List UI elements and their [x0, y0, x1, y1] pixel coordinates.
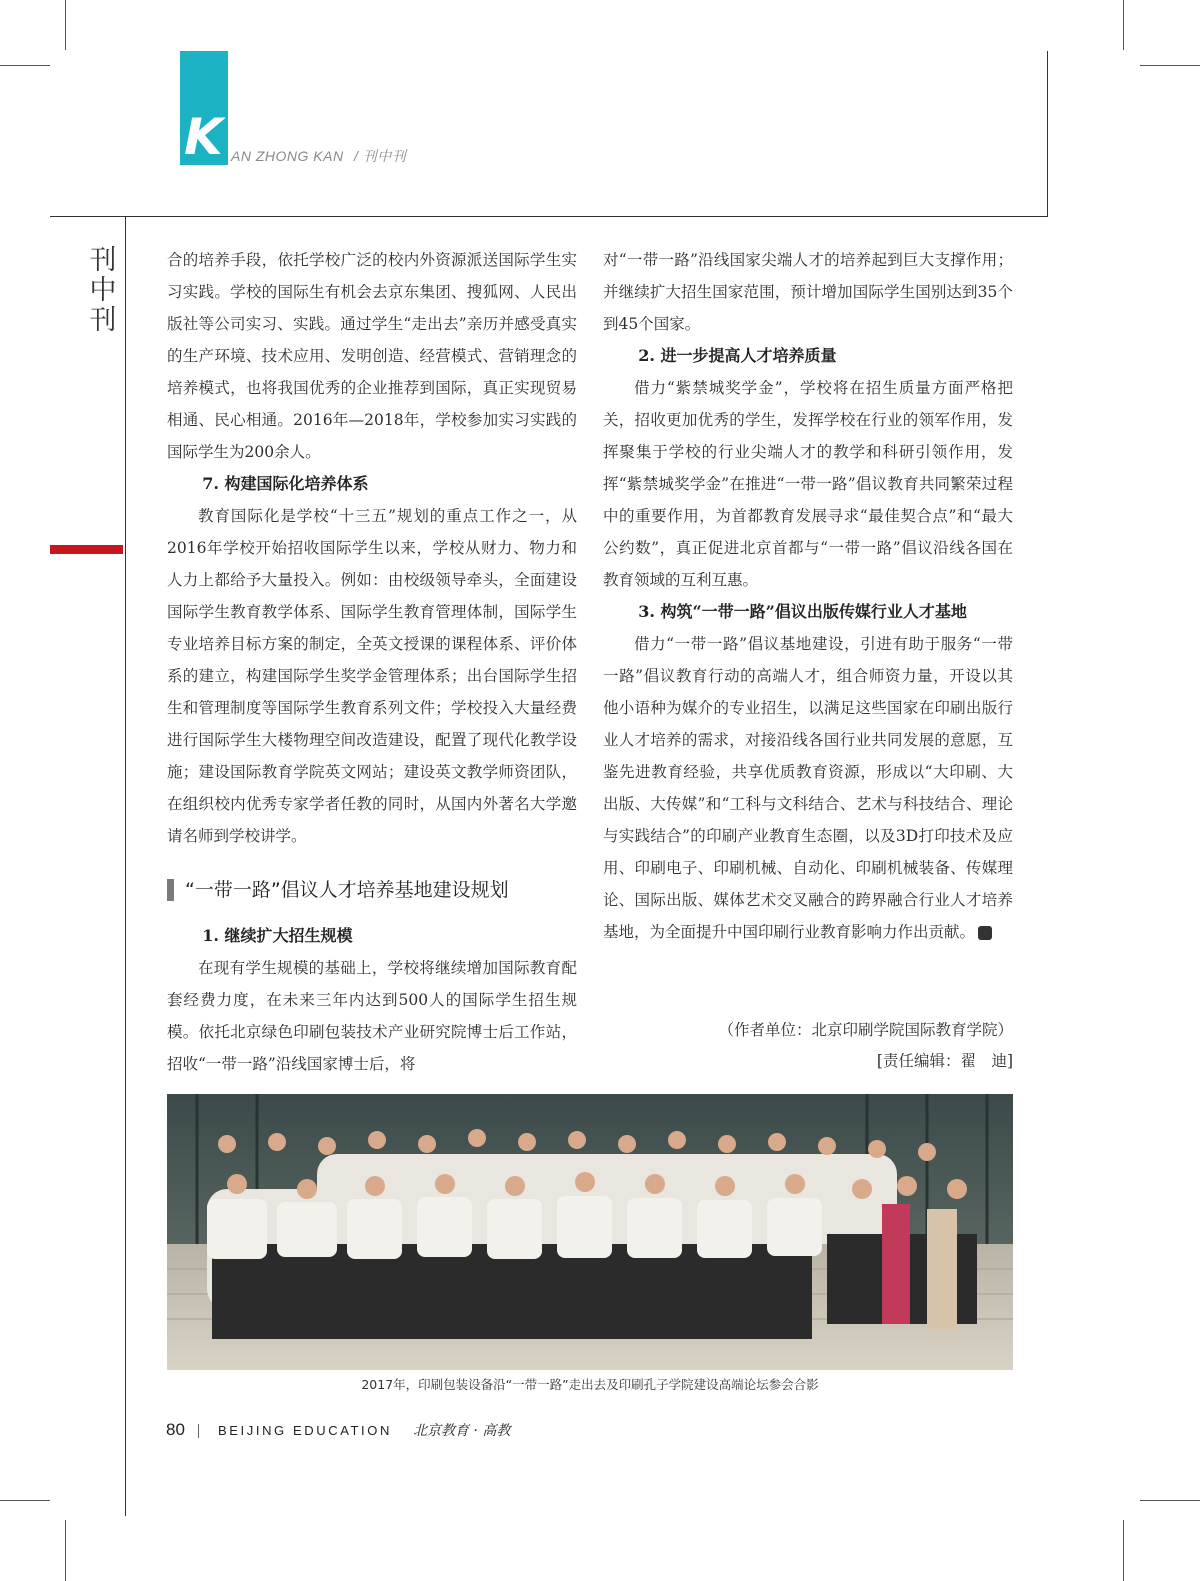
header-rule — [50, 216, 1048, 217]
header-divider — [1047, 51, 1048, 217]
crop-mark — [1123, 1520, 1124, 1581]
subheading: 1. 继续扩大招生规模 — [202, 926, 353, 945]
side-title-char: 中 — [89, 275, 117, 306]
paragraph: 对“一带一路”沿线国家尖端人才的培养起到巨大支撑作用；并继续扩大招生国家范围，预计增加国际学生国别达到35个到45个国家。 — [603, 251, 1013, 333]
section-heading-text: “一带一路”倡议人才培养基地建设规划 — [185, 879, 509, 901]
column-label — [231, 146, 406, 166]
column-label-cn: / 刊中刊 — [353, 148, 407, 164]
red-accent-bar — [50, 545, 123, 554]
subheading: 7. 构建国际化培养体系 — [202, 474, 369, 493]
column-label-en: AN ZHONG KAN — [231, 148, 344, 164]
crop-mark — [1140, 65, 1200, 66]
text-column-right — [603, 244, 1013, 948]
section-heading — [167, 870, 577, 910]
crop-mark — [65, 0, 66, 50]
side-title — [86, 246, 120, 336]
margin-rule — [125, 216, 126, 1516]
page-number: 80 — [166, 1420, 185, 1439]
paragraph: 在现有学生规模的基础上，学校将继续增加国际教育配套经费力度，在未来三年内达到500人的国际学生招生规模。依托北京绿色印刷包装技术产业研究院博士后工作站，招收“一带一路”沿线国家博士后，将 — [167, 959, 577, 1073]
crop-mark — [0, 1500, 50, 1501]
paragraph — [603, 628, 1013, 948]
text-column-left — [167, 244, 577, 1080]
paragraph: 借力“紫禁城奖学金”，学校将在招生质量方面严格把关，招收更加优秀的学生，发挥学校在行业的领军作用，发挥聚集于学校的行业尖端人才的教学和科研引领作用，发挥“紫禁城奖学金”在推进“一带一路”倡议教育共同繁荣过程中的重要作用，为首都教育发展寻求“最佳契合点”和“最大公约数”，真正促进北京首都与“一带一路”倡议沿线各国在教育领域的互利互惠。 — [603, 379, 1013, 589]
paragraph-text: 借力“一带一路”倡议基地建设，引进有助于服务“一带一路”倡议教育行动的高端人才，组合师资力量，开设以其他小语种为媒介的专业招生，以满足这些国家在印刷出版行业人才培养的需求，对接沿线各国行业共同发展的意愿，互鉴先进教育经验，共享优质教育资源，形成以“大印刷、大出版、大传媒”和“工科与文科结合、艺术与科技结合、理论与实践结合”的印刷产业教育生态圈，以及3D打印技术及应用、印刷电子、印刷机械、自动化、印刷机械装备、传媒理论、国际出版、媒体艺术交叉融合的跨界融合行业人才培养基地，为全面提升中国印刷行业教育影响力作出贡献。 — [603, 635, 1013, 941]
magazine-name-cn: 北京教育 · 高教 — [413, 1423, 511, 1439]
subheading: 2. 进一步提高人才培养质量 — [638, 346, 837, 365]
crop-mark — [65, 1520, 66, 1581]
paragraph: 教育国际化是学校“十三五”规划的重点工作之一，从2016年学校开始招收国际学生以来，学校从财力、物力和人力上都给予大量投入。例如：由校级领导牵头，全面建设国际学生教育教学体系、国际学生教育管理体制，国际学生专业培养目标方案的制定，全英文授课的课程体系、评价体系的建立，构建国际学生奖学金管理体系；出台国际学生招生和管理制度等国际学生教育系列文件；学校投入大量经费进行国际学生大楼物理空间改造建设，配置了现代化教学设施；建设国际教育学院英文网站；建设英文教学师资团队，在组织校内优秀专家学者任教的同时，从国内外著名大学邀请名师到学校讲学。 — [167, 507, 577, 845]
editor-credit: [责任编辑：翟 迪] — [876, 1052, 1013, 1070]
group-photo — [167, 1094, 1013, 1370]
logo-letter: K — [184, 108, 223, 166]
side-title-char: 刊 — [89, 245, 117, 276]
section-marker — [167, 879, 174, 901]
photo-caption: 2017年，印刷包装设备沿“一带一路”走出去及印刷孔子学院建设高端论坛参会合影 — [361, 1377, 819, 1392]
crop-mark — [1140, 1500, 1200, 1501]
crop-mark — [1123, 0, 1124, 50]
crop-mark — [0, 65, 50, 66]
side-title-char: 刊 — [89, 305, 117, 336]
subheading: 3. 构筑“一带一路”倡议出版传媒行业人才基地 — [638, 602, 967, 621]
paragraph: 合的培养手段，依托学校广泛的校内外资源派送国际学生实习实践。学校的国际生有机会去京东集团、搜狐网、人民出版社等公司实习、实践。通过学生“走出去”亲历并感受真实的生产环境、技术应用、发明创造、经营模式、营销理念的培养模式，也将我国优秀的企业推荐到国际，真正实现贸易相通、民心相通。2016年—2018年，学校参加实习实践的国际学生为200余人。 — [167, 251, 577, 461]
author-affiliation: （作者单位：北京印刷学院国际教育学院） — [718, 1021, 1013, 1039]
magazine-name: BEIJING EDUCATION — [218, 1423, 392, 1438]
end-mark-icon — [978, 926, 992, 940]
footer-divider — [198, 1424, 199, 1438]
